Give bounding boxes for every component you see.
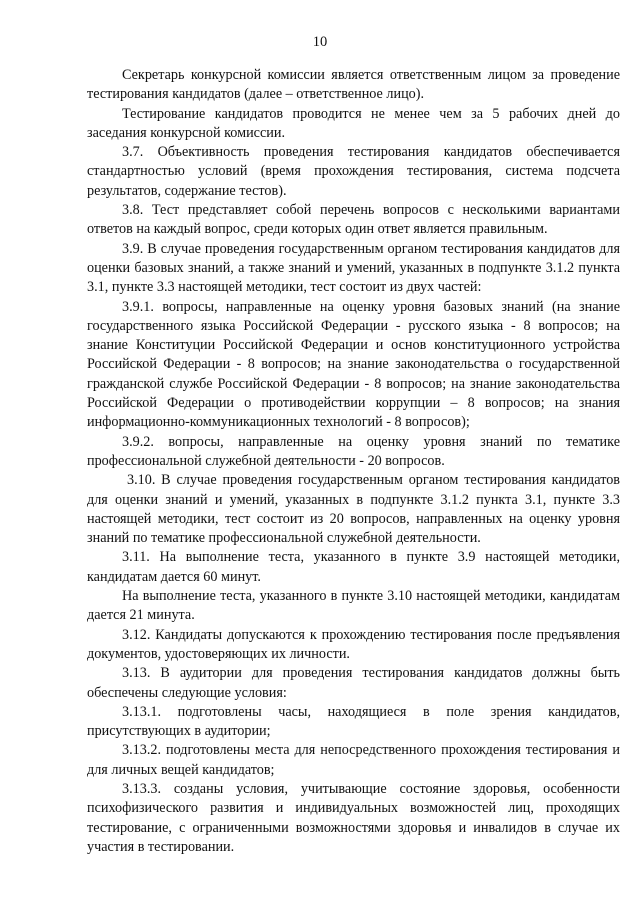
paragraph-testing-deadline: Тестирование кандидатов проводится не менее чем за 5 рабочих дней до заседания конкурсной комиссии. — [87, 105, 620, 141]
paragraph-3-11: 3.11. На выполнение теста, указанного в пункте 3.9 настоящей методики, кандидатам дается 60 минут. — [87, 549, 620, 585]
paragraph-3-13-2: 3.13.2. подготовлены места для непосредственного прохождения тестирования и для личных вещей кандидатов; — [87, 742, 620, 778]
paragraph-3-12: 3.12. Кандидаты допускаются к прохождению тестирования после предъявления документов, удостоверяющих их личности. — [87, 626, 620, 662]
paragraph-3-13-1: 3.13.1. подготовлены часы, находящиеся в поле зрения кандидатов, присутствующих в аудитории; — [87, 703, 620, 740]
paragraph-3-11-continued: На выполнение теста, указанного в пункте 3.10 настоящей методики, кандидатам дается 21 минута. — [87, 588, 620, 624]
paragraph-3-9-2: 3.9.2. вопросы, направленные на оценку уровня знаний по тематике профессиональной служебной деятельности - 20 вопросов. — [87, 433, 620, 469]
paragraph-3-8: 3.8. Тест представляет собой перечень вопросов с несколькими вариантами ответов на каждый вопрос, среди которых один ответ является правильным. — [87, 202, 620, 238]
paragraph-3-7: 3.7. Объективность проведения тестирования кандидатов обеспечивается стандартностью условий (время прохождения тестирования, система подсчета результатов, содержание тестов). — [87, 144, 620, 199]
paragraph-3-9-1: 3.9.1. вопросы, направленные на оценку уровня базовых знаний (на знание государственного языка Российской Федерации - русского языка - 8 вопросов; на знание Конституции Российской Федерации и основ конституционного устройства Российской Федерации - 8 вопросов; на знание законодательства о государственной гражданской службе Российской Федерации - 8 вопросов; на знание законодательства Российской Федерации о противодействии коррупции – 8 вопросов; на знания информационно-коммуникационных технологий - 8 вопросов); — [87, 298, 620, 431]
paragraph-3-13: 3.13. В аудитории для проведения тестирования кандидатов должны быть обеспечены следующие условия: — [87, 665, 620, 701]
page-number: 10 — [312, 34, 328, 50]
paragraph-3-13-3: 3.13.3. созданы условия, учитывающие состояние здоровья, особенности психофизического развития и индивидуальных возможностей лиц, проходящих тестирование, с ограниченными возможностями здоровья и инвалидов в случае их участия в тестировании. — [87, 780, 620, 855]
paragraph-secretary: Секретарь конкурсной комиссии является ответственным лицом за проведение тестирования кандидатов (далее – ответственное лицо). — [87, 67, 620, 103]
document-body — [87, 66, 620, 857]
paragraph-3-10: 3.10. В случае проведения государственным органом тестирования кандидатов для оценки знаний и умений, указанных в подпункте 3.1.2 пункта 3.1, пункте 3.3 настоящей методики, тест состоит из 20 вопросов, направленных на оценку уровня знаний по тематике профессиональной служебной деятельности. — [87, 472, 620, 547]
paragraph-3-9: 3.9. В случае проведения государственным органом тестирования кандидатов для оценки базовых знаний, а также знаний и умений, указанных в подпункте 3.1.2 пункта 3.1, пункте 3.3 настоящей методики, тест состоит из двух частей: — [87, 240, 620, 296]
